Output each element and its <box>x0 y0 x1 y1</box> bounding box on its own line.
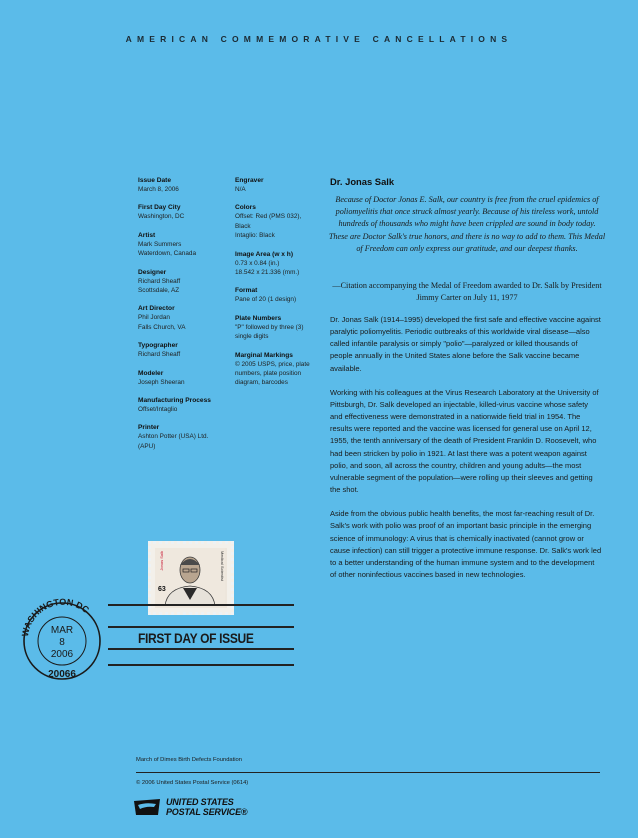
detail-typographer <box>138 341 226 359</box>
detail-value: Mark Summers Waterdown, Canada <box>138 240 197 258</box>
detail-value: Offset/Intaglio <box>138 406 178 414</box>
detail-value: Richard Sheaff Scottsdale, AZ <box>138 277 181 295</box>
detail-value: Offset: Red (PMS 032), Black Intaglio: Black <box>235 213 302 240</box>
detail-label: First Day City <box>138 204 181 212</box>
detail-label: Modeler <box>138 369 164 377</box>
first-day-of-issue-label: FIRST DAY OF ISSUE <box>138 630 254 646</box>
postmark-city: WASHINGTON DC <box>19 597 92 638</box>
article-body <box>330 314 602 593</box>
detail-label: Engraver <box>235 177 264 184</box>
detail-value: 0.73 x 0.84 (in.) 18.542 x 21.336 (mm.) <box>235 259 300 277</box>
detail-value: "P" followed by three (3) single digits <box>235 323 304 341</box>
stamp-name: Jonas Salk <box>159 551 164 571</box>
stamp-portrait <box>155 548 227 608</box>
postmark-circle <box>18 597 106 683</box>
cancel-line <box>108 648 294 650</box>
article-quote: Because of Doctor Jonas E. Salk, our country is free from the cruel epidemics of poliomyelitis that once struck almost yearly. Because of his tireless work, untold hundreds of thousands who might have been crippled are sound in body today. These are Doctor Salk's true honors, and there is no way to add to them. This Medal of Freedom can only express our gratitude, and our deepest thanks. <box>328 195 606 253</box>
details-left-column <box>138 176 226 460</box>
usps-wordmark <box>166 797 247 817</box>
detail-value: March 8, 2006 <box>138 186 179 193</box>
detail-value: Washington, DC <box>138 213 185 221</box>
detail-designer <box>138 268 226 296</box>
copyright-text: © 2006 United States Postal Service (0614) <box>136 780 249 786</box>
detail-format <box>235 286 325 304</box>
article-citation: —Citation accompanying the Medal of Freedom awarded to Dr. Salk by President Jimmy Carter on July 11, 1977 <box>332 281 602 303</box>
cancel-line <box>108 664 294 666</box>
detail-label: Artist <box>138 231 156 239</box>
usps-line-1: UNITED STATES <box>166 797 234 807</box>
footer-divider <box>136 772 600 773</box>
detail-issue-date <box>138 176 226 194</box>
detail-modeler <box>138 369 226 387</box>
detail-value: Phil Jordan Falls Church, VA <box>138 314 186 331</box>
article-paragraph: Working with his colleagues at the Virus Research Laboratory at the University of Pittsburgh, Dr. Salk developed an injectable, killed-virus vaccine whose safety and effectiveness were demonstrated in a nationwide field trial in 1954. The results were reported and the vaccine was licensed for general use on April 12, 1955, the tenth anniversary of the death of President Franklin D. Roosevelt, who had been stricken by polio in 1921. At last there was a potent weapon against polio, and soon, all across the country, children and young adults—the most vulnerable segment of the population—were rolling up their sleeves and getting the shot. <box>330 387 599 495</box>
detail-label: Colors <box>235 204 256 212</box>
usps-line-2: POSTAL SERVICE® <box>166 807 248 817</box>
detail-value: N/A <box>235 186 246 193</box>
detail-label: Printer <box>138 424 160 432</box>
detail-label: Format <box>235 287 258 295</box>
page-header: AMERICAN COMMEMORATIVE CANCELLATIONS <box>125 34 513 44</box>
detail-artist <box>138 231 226 259</box>
detail-colors <box>235 203 325 240</box>
cancel-line <box>108 626 294 628</box>
details-mid-column <box>235 176 325 397</box>
article-paragraph: Aside from the obvious public health benefits, the most far-reaching result of Dr. Salk's work with polio was proof of an important basic principle in the emerging science of immunology: A virus that is chemically inactivated (cannot grow or cause infection) can still trigger a protective immune response. Dr. Salk's work led to a better understanding of the human immune system and to the development of other noninfectious vaccines based in new technologies. <box>330 509 602 579</box>
article-paragraph: Dr. Jonas Salk (1914–1995) developed the first safe and effective vaccine against paralytic poliomyelitis. Periodic outbreaks of this worldwide viral disease—also called infantile paralysis or simply "polio"—paralyzed or killed thousands of people annually in the United States alone before the Salk vaccine became available. <box>330 315 601 373</box>
detail-first-day-city <box>138 203 226 221</box>
postmark-day: 8 <box>59 637 65 648</box>
cancel-line <box>108 604 294 606</box>
detail-label: Designer <box>138 268 167 276</box>
detail-label: Image Area (w x h) <box>235 250 294 258</box>
stamp-denomination: 63 <box>158 586 166 593</box>
detail-manufacturing <box>138 396 226 414</box>
detail-marginal-markings <box>235 351 325 388</box>
detail-value: © 2005 USPS, price, plate numbers, plate position diagram, barcodes <box>235 360 310 387</box>
detail-value: Pane of 20 (1 design) <box>235 296 297 304</box>
article-title: Dr. Jonas Salk <box>330 176 395 187</box>
usps-eagle-icon <box>132 797 162 817</box>
detail-art-director <box>138 304 226 332</box>
detail-label: Marginal Markings <box>235 351 293 359</box>
stamp-side-text: Medical Scientist <box>220 551 225 582</box>
postmark-year: 2006 <box>50 649 74 660</box>
postmark-zip: 20066 <box>48 669 76 680</box>
detail-printer <box>138 423 226 451</box>
detail-value: Ashton Potter (USA) Ltd. (APU) <box>138 433 209 450</box>
detail-label: Plate Numbers <box>235 314 282 322</box>
detail-plate-numbers <box>235 314 325 342</box>
detail-value: Joseph Sheeran <box>138 378 185 386</box>
detail-value: Richard Sheaff <box>138 351 181 359</box>
postmark-month: MAR <box>50 625 74 636</box>
salk-portrait-icon <box>155 548 225 606</box>
detail-image-area <box>235 250 325 278</box>
detail-label: Typographer <box>138 342 178 350</box>
foundation-credit: March of Dimes Birth Defects Foundation <box>136 757 242 763</box>
detail-engraver <box>235 176 325 194</box>
detail-label: Art Director <box>138 305 175 313</box>
detail-label: Manufacturing Process <box>138 397 211 405</box>
detail-label: Issue Date <box>138 177 171 184</box>
